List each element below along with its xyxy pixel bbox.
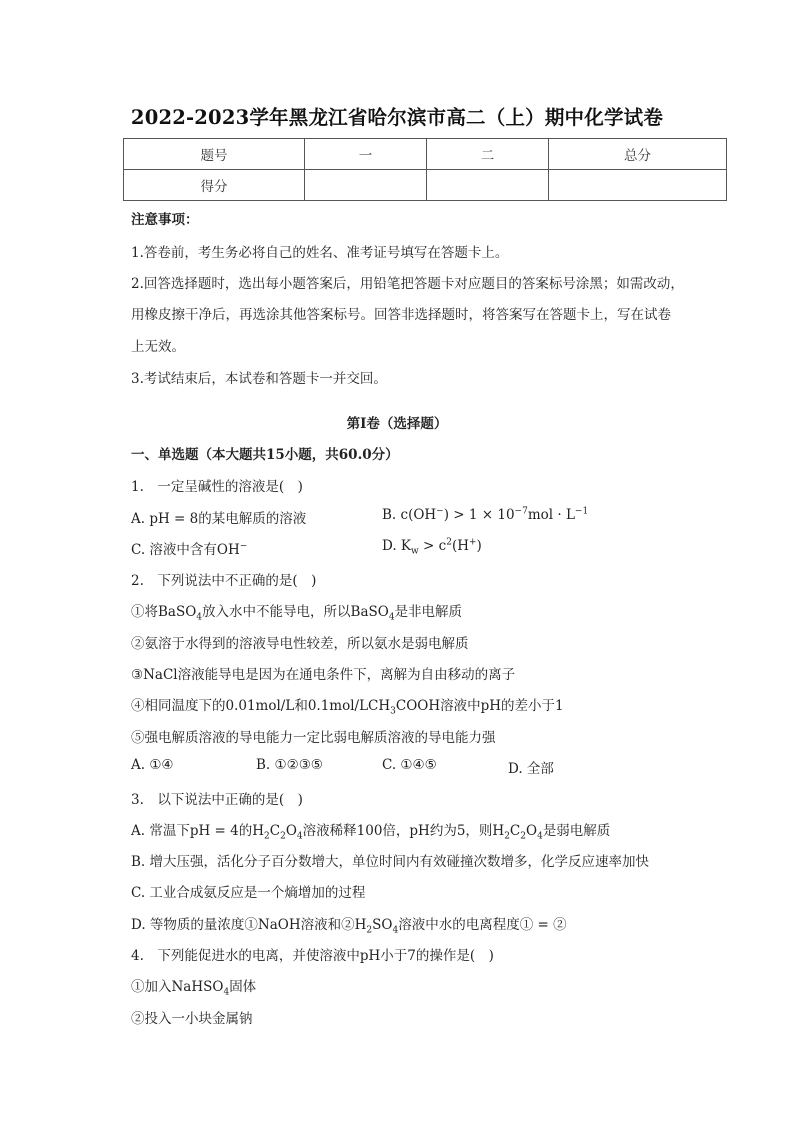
statement: ⑤强电解质溶液的导电能力一定比弱电解质溶液的导电能力强	[131, 730, 496, 746]
table-cell	[427, 170, 549, 201]
notice-item: 1.答卷前，考生务必将自己的姓名、准考证号填写在答题卡上。	[131, 245, 509, 261]
option-d: D. $K_w > c^2(H^+)$	[382, 537, 482, 557]
table-row	[124, 139, 727, 170]
notice-item: 上无效。	[131, 339, 185, 355]
option-c: C. 溶液中含有OH−	[131, 541, 248, 558]
section-title: 一、单选题（本大题共15小题，共60.0分）	[131, 447, 399, 463]
statement: ①加入NaHSO$_4$固体	[131, 979, 257, 998]
statement: ③NaCl溶液能导电是因为在通电条件下，离解为自由移动的离子	[131, 667, 516, 683]
notice-heading: 注意事项：	[131, 212, 199, 228]
table-header-cell: 一	[305, 139, 427, 170]
page-title: 2022-2023学年黑龙江省哈尔滨市高二（上）期中化学试卷	[130, 106, 664, 129]
table-cell	[305, 170, 427, 201]
table-cell	[549, 170, 727, 201]
option-b: B. $c(OH^-) > 1 \times 10^{-7}mol \cdot L^{-1}$	[382, 506, 589, 523]
question-stem: 2. 下列说法中不正确的是( )	[131, 573, 317, 589]
table-cell: 得分	[124, 170, 305, 201]
table-header-cell: 二	[427, 139, 549, 170]
table-row	[124, 170, 727, 201]
question-stem: 1. 一定呈碱性的溶液是( )	[131, 479, 303, 495]
option-d: D. 等物质的量浓度①NaOH溶液和$②H_2SO_4$溶液中水的电离程度① = ②	[131, 917, 567, 936]
part-title: 第Ⅰ卷（选择题）	[346, 416, 448, 432]
statement: ②投入一小块金属钠	[131, 1011, 253, 1027]
option-b: B. 增大压强，活化分子百分数增大，单位时间内有效碰撞次数增多，化学反应速率加快	[131, 854, 650, 870]
option-a: A. ①④	[131, 757, 174, 773]
option-c: C. ①④⑤	[382, 757, 437, 773]
statement: ①将BaSO$_4$放入水中不能导电，所以BaSO$_4$是非电解质	[131, 604, 463, 623]
option-c: C. 工业合成氨反应是一个熵增加的过程	[131, 885, 366, 901]
statement: ②氨溶于水得到的溶液导电性较差，所以氨水是弱电解质	[131, 636, 469, 652]
table-header-cell: 题号	[124, 139, 305, 170]
option-d: D. 全部	[508, 761, 554, 777]
score-table	[123, 138, 727, 201]
option-b: B. ①②③⑤	[256, 757, 323, 773]
notice-item: 3.考试结束后，本试卷和答题卡一并交回。	[131, 371, 387, 387]
option-a: A. 常温下pH = 4的$H_2C_2O_4$溶液稀释100倍，pH约为5，则$H_2C_2O_4$是弱电解质	[131, 823, 611, 842]
question-stem: 4. 下列能促进水的电离，并使溶液中pH小于7的操作是( )	[131, 948, 494, 964]
question-stem: 3. 以下说法中正确的是( )	[131, 792, 303, 808]
option-a: A. pH = 8的某电解质的溶液	[131, 511, 307, 527]
statement: ④相同温度下的0.01mol/L和$0.1mol/LCH_3COOH$溶液中pH的差小于1	[131, 698, 564, 717]
notice-item: 2.回答选择题时，选出每小题答案后，用铅笔把答题卡对应题目的答案标号涂黑；如需改动，	[131, 276, 684, 292]
table-header-cell: 总分	[549, 139, 727, 170]
notice-item: 用橡皮擦干净后，再选涂其他答案标号。回答非选择题时，将答案写在答题卡上，写在试卷	[131, 307, 671, 323]
